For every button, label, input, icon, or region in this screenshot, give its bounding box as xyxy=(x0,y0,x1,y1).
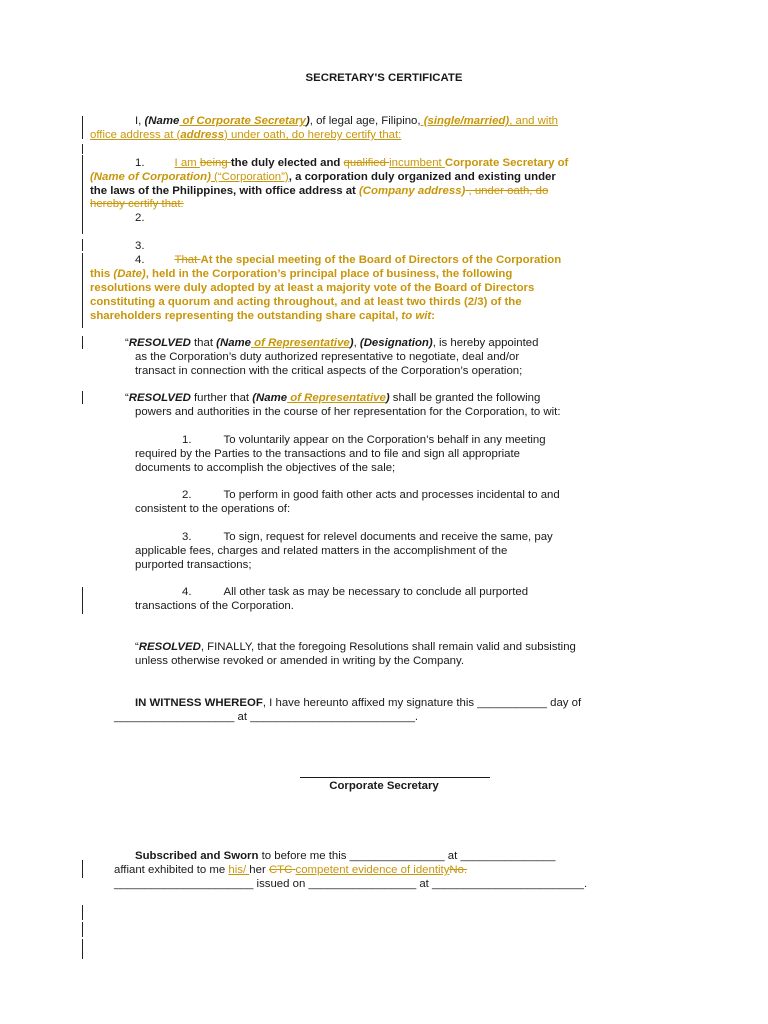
resolved-2-line-2: powers and authorities in the course of her representation for the Corporation, to wit: xyxy=(135,406,561,418)
witness-line-2: ___________________ at __________________________. xyxy=(114,711,419,723)
signature-label: Corporate Secretary xyxy=(329,780,439,792)
power-4-line-1: 4. All other task as may be necessary to conclude all purported xyxy=(182,586,529,598)
item-4-line-1: 4. That At the special meeting of the Board of Directors of the Corporation xyxy=(135,254,562,266)
item-4-line-5: shareholders representing the outstanding share capital, to wit: xyxy=(90,310,435,322)
change-bar xyxy=(82,336,83,349)
change-bar xyxy=(82,939,83,959)
item-4-line-2: this (Date), held in the Corporation’s principal place of business, the following xyxy=(90,268,513,280)
change-bar xyxy=(82,922,83,937)
power-3-line-3: purported transactions; xyxy=(135,559,252,571)
change-bar xyxy=(82,155,83,230)
change-bar xyxy=(82,144,83,154)
change-bar xyxy=(82,239,83,251)
jurat-line-3: ______________________ issued on _________________ at ________________________. xyxy=(114,878,588,890)
signature-line xyxy=(300,777,490,778)
power-1-line-2: required by the Parties to the transactions and to file and sign all appropriate xyxy=(135,448,520,460)
power-1-line-1: 1. To voluntarily appear on the Corporation’s behalf in any meeting xyxy=(182,434,546,446)
change-bar xyxy=(82,860,83,878)
item-2: 2. xyxy=(135,212,145,224)
power-2-line-1: 2. To perform in good faith other acts and processes incidental to and xyxy=(182,489,560,501)
resolved-1-line-3: transact in connection with the critical aspects of the Corporation’s operation; xyxy=(135,365,523,377)
jurat-line-1: Subscribed and Sworn to before me this _______________ at _______________ xyxy=(135,850,556,862)
power-1-line-3: documents to accomplish the objectives of the sale; xyxy=(135,462,396,474)
item-1-line-3: the laws of the Philippines, with office address at (Company address) , under oath, do xyxy=(90,185,549,197)
change-bar xyxy=(82,224,83,234)
page-title: SECRETARY'S CERTIFICATE xyxy=(305,72,463,84)
resolved-2-line-1: “RESOLVED further that (Name of Representative) shall be granted the following xyxy=(125,392,541,404)
item-4-line-3: resolutions were duly adopted by at least a majority vote of the Board of Directors xyxy=(90,282,535,294)
resolved-3-line-1: “RESOLVED, FINALLY, that the foregoing Resolutions shall remain valid and subsisting xyxy=(135,641,576,653)
change-bar xyxy=(82,905,83,920)
witness-line-1: IN WITNESS WHEREOF, I have hereunto affixed my signature this ___________ day of xyxy=(135,697,582,709)
resolved-1-line-1: “RESOLVED that (Name of Representative), (Designation), is hereby appointed xyxy=(125,337,539,349)
change-bar xyxy=(82,391,83,404)
resolved-1-line-2: as the Corporation’s duty authorized representative to negotiate, deal and/or xyxy=(135,351,520,363)
resolved-3-line-2: unless otherwise revoked or amended in writing by the Company. xyxy=(135,655,465,667)
intro-line-1: I, (Name of Corporate Secretary), of legal age, Filipino, (single/married), and with xyxy=(135,115,558,127)
jurat-line-2: affiant exhibited to me his/ her CTC competent evidence of identityNo. xyxy=(114,864,468,876)
change-bar xyxy=(82,116,83,139)
item-3: 3. xyxy=(135,240,145,252)
item-1-line-2: (Name of Corporation) (“Corporation”), a corporation duly organized and existing under xyxy=(90,171,556,183)
power-4-line-2: transactions of the Corporation. xyxy=(135,600,294,612)
item-1-line-1: 1. I am being the duly elected and qualified incumbent Corporate Secretary of xyxy=(135,157,569,169)
power-2-line-2: consistent to the operations of: xyxy=(135,503,291,515)
power-3-line-2: applicable fees, charges and related matters in the accomplishment of the xyxy=(135,545,508,557)
power-3-line-1: 3. To sign, request for relevel documents and receive the same, pay xyxy=(182,531,553,543)
change-bar xyxy=(82,587,83,614)
intro-line-2: office address at (address) under oath, do hereby certify that: xyxy=(90,129,402,141)
item-1-line-4: hereby certify that: xyxy=(90,198,184,210)
change-bar xyxy=(82,253,83,328)
item-4-line-4: constituting a quorum and acting throughout, and at least two thirds (2/3) of the xyxy=(90,296,522,308)
